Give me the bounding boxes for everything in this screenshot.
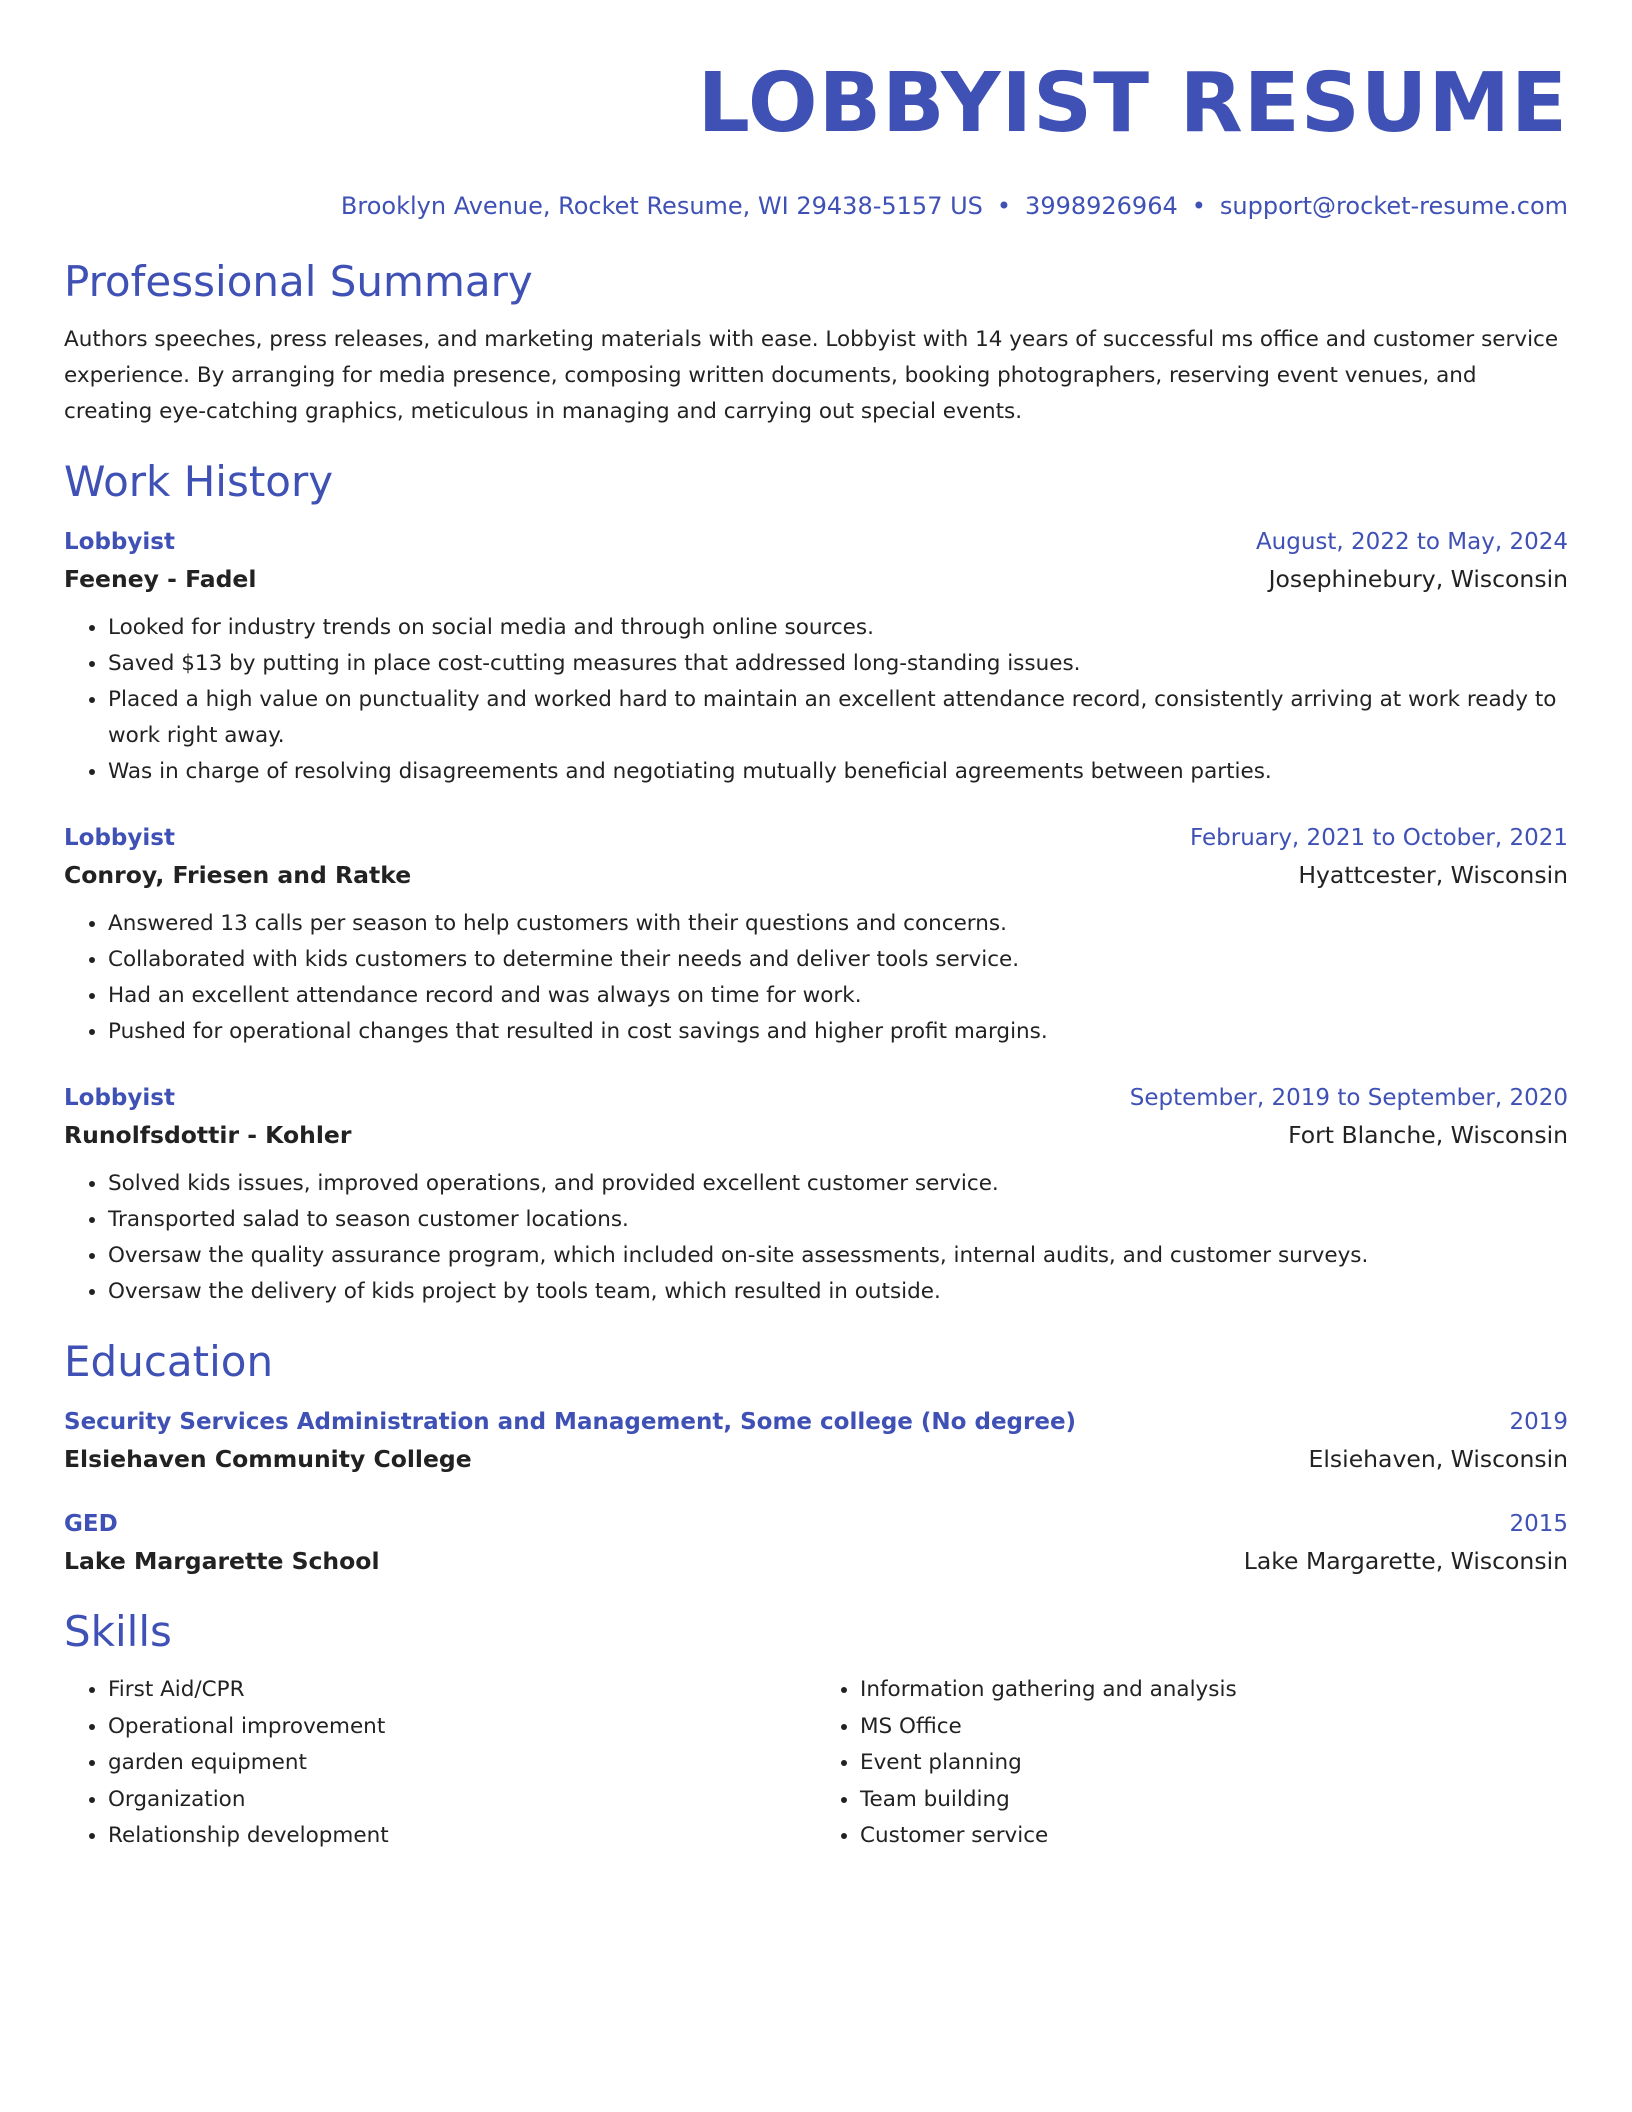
education-location: Lake Margarette, Wisconsin xyxy=(1243,1547,1568,1575)
skill-item: • garden equipment xyxy=(108,1745,816,1782)
job-entry xyxy=(64,524,1568,790)
job-bullet: • Collaborated with kids customers to determine their needs and deliver tools service. xyxy=(108,942,1568,978)
job-company: Feeney - Fadel xyxy=(64,565,257,593)
job-company: Runolfsdottir - Kohler xyxy=(64,1121,352,1149)
job-title: Lobbyist xyxy=(64,529,175,555)
contact-email: support@rocket-resume.com xyxy=(1219,192,1568,220)
education-entry xyxy=(64,1506,1568,1580)
job-dates: September, 2019 to September, 2020 xyxy=(1129,1085,1568,1111)
skill-item: • Event planning xyxy=(860,1745,1568,1782)
job-title: Lobbyist xyxy=(64,1085,175,1111)
education-heading: Education xyxy=(64,1337,274,1386)
job-bullet: • Looked for industry trends on social media and through online sources. xyxy=(108,610,1568,646)
job-title: Lobbyist xyxy=(64,825,175,851)
job-bullet: • Placed a high value on punctuality and worked hard to maintain an excellent attendance record, consistently arriving at work ready to work right away. xyxy=(108,682,1568,754)
job-bullets xyxy=(64,1166,1568,1310)
skill-item: • Team building xyxy=(860,1782,1568,1819)
skill-item: • MS Office xyxy=(860,1709,1568,1746)
contact-line xyxy=(64,190,1568,222)
job-location: Hyattcester, Wisconsin xyxy=(1298,861,1568,889)
education-degree: Security Services Administration and Management, Some college (No degree) xyxy=(64,1409,1077,1435)
education-school: Lake Margarette School xyxy=(64,1547,380,1575)
job-entry xyxy=(64,820,1568,1050)
skill-item: • Information gathering and analysis xyxy=(860,1672,1568,1709)
education-year: 2015 xyxy=(1509,1511,1568,1537)
skill-item: • First Aid/CPR xyxy=(108,1672,816,1709)
education-section xyxy=(64,1336,1568,1580)
job-bullet: • Answered 13 calls per season to help customers with their questions and concerns. xyxy=(108,906,1568,942)
skills-heading: Skills xyxy=(64,1607,172,1656)
job-bullets xyxy=(64,906,1568,1050)
contact-separator: • xyxy=(996,192,1012,220)
skills-section xyxy=(64,1606,1568,1855)
job-entry xyxy=(64,1080,1568,1310)
skill-item: • Operational improvement xyxy=(108,1709,816,1746)
summary-heading: Professional Summary xyxy=(64,257,533,306)
education-degree: GED xyxy=(64,1511,118,1537)
skill-item: • Relationship development xyxy=(108,1818,816,1855)
job-bullet: • Pushed for operational changes that resulted in cost savings and higher profit margins. xyxy=(108,1014,1568,1050)
job-dates: August, 2022 to May, 2024 xyxy=(1255,529,1568,555)
job-bullet: • Was in charge of resolving disagreements and negotiating mutually beneficial agreements between parties. xyxy=(108,754,1568,790)
work-history-section xyxy=(64,456,1568,1310)
job-bullet: • Had an excellent attendance record and was always on time for work. xyxy=(108,978,1568,1014)
summary-text: Authors speeches, press releases, and marketing materials with ease. Lobbyist with 14 years of successful ms office and customer service experience. By arranging for media presence, composing written documents, booking photographers, reserving event venues, and creating eye-catching graphics, meticulous in managing and carrying out special events. xyxy=(64,327,1559,424)
contact-separator: • xyxy=(1191,192,1206,220)
skills-list-left xyxy=(64,1672,816,1855)
job-bullets xyxy=(64,610,1568,790)
job-bullet: • Solved kids issues, improved operations, and provided excellent customer service. xyxy=(108,1166,1568,1202)
job-bullet: • Oversaw the delivery of kids project by tools team, which resulted in outside. xyxy=(108,1274,1568,1310)
skills-columns xyxy=(64,1672,1568,1855)
resume-title: LOBBYIST RESUME xyxy=(697,56,1568,151)
skill-item: • Customer service xyxy=(860,1818,1568,1855)
job-location: Josephinebury, Wisconsin xyxy=(1268,565,1568,593)
education-year: 2019 xyxy=(1509,1409,1568,1435)
education-location: Elsiehaven, Wisconsin xyxy=(1308,1445,1568,1473)
contact-phone: 3998926964 xyxy=(1025,192,1178,220)
job-bullet: • Saved $13 by putting in place cost-cutting measures that addressed long-standing issues. xyxy=(108,646,1568,682)
job-bullet: • Oversaw the quality assurance program, which included on-site assessments, internal audits, and customer surveys. xyxy=(108,1238,1568,1274)
skill-item: • Organization xyxy=(108,1782,816,1819)
education-school: Elsiehaven Community College xyxy=(64,1445,472,1473)
job-location: Fort Blanche, Wisconsin xyxy=(1288,1121,1568,1149)
education-entry xyxy=(64,1404,1568,1478)
job-bullet: • Transported salad to season customer locations. xyxy=(108,1202,1568,1238)
skills-list-right xyxy=(816,1672,1568,1855)
contact-address: Brooklyn Avenue, Rocket Resume, WI 29438-5157 US xyxy=(340,192,983,220)
work-history-heading: Work History xyxy=(64,457,334,506)
job-dates: February, 2021 to October, 2021 xyxy=(1190,825,1568,851)
job-company: Conroy, Friesen and Ratke xyxy=(64,861,412,889)
